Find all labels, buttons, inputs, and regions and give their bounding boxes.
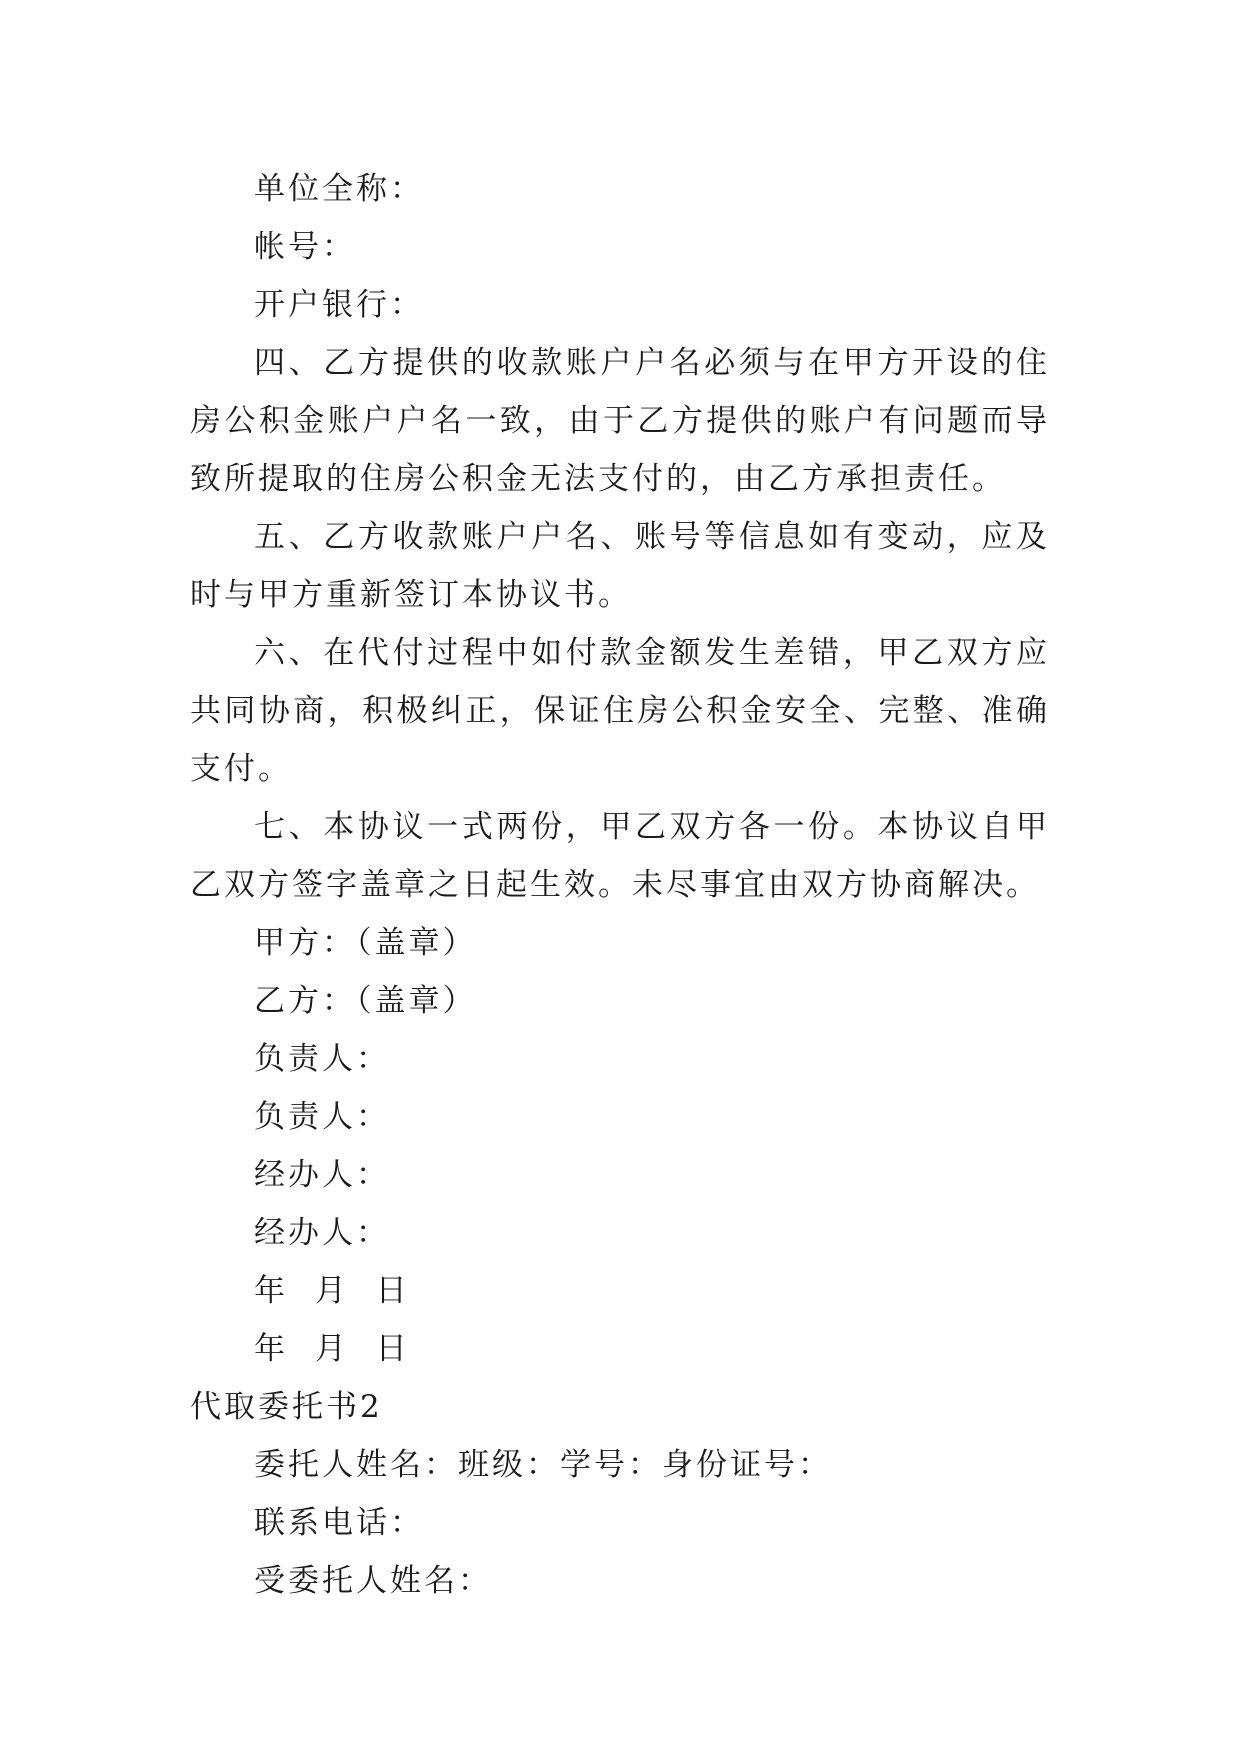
clause-four: 四、乙方提供的收款账户户名必须与在甲方开设的住房公积金账户户名一致，由于乙方提供的账户有问题而导致所提取的住房公积金无法支付的，由乙方承担责任。 bbox=[190, 345, 1050, 497]
unit-name-field: 单位全称： bbox=[254, 171, 424, 207]
principal-info: 委托人姓名：班级：学号：身份证号： bbox=[254, 1447, 832, 1483]
party-a-seal: 甲方：（盖章） bbox=[254, 925, 477, 961]
handler-a: 经办人： bbox=[254, 1157, 390, 1193]
date-a: 年 月 日 bbox=[254, 1273, 410, 1309]
handler-b: 经办人： bbox=[254, 1215, 390, 1251]
bank-field: 开户银行： bbox=[254, 287, 424, 323]
date-b: 年 月 日 bbox=[254, 1331, 410, 1367]
clause-five: 五、乙方收款账户户名、账号等信息如有变动，应及时与甲方重新签订本协议书。 bbox=[190, 519, 1050, 613]
account-number-field: 帐号： bbox=[254, 229, 356, 265]
person-in-charge-b: 负责人： bbox=[254, 1099, 390, 1135]
contact-phone: 联系电话： bbox=[254, 1505, 424, 1541]
clause-seven: 七、本协议一式两份，甲乙双方各一份。本协议自甲乙双方签字盖章之日起生效。未尽事宜由双方协商解决。 bbox=[190, 809, 1050, 903]
person-in-charge-a: 负责人： bbox=[254, 1041, 390, 1077]
document-body bbox=[190, 160, 1050, 1610]
party-b-seal: 乙方：（盖章） bbox=[254, 983, 477, 1019]
clause-six: 六、在代付过程中如付款金额发生差错，甲乙双方应共同协商，积极纠正，保证住房公积金安全、完整、准确支付。 bbox=[190, 635, 1050, 787]
agent-name: 受委托人姓名： bbox=[254, 1563, 492, 1599]
section-title: 代取委托书2 bbox=[190, 1389, 383, 1425]
